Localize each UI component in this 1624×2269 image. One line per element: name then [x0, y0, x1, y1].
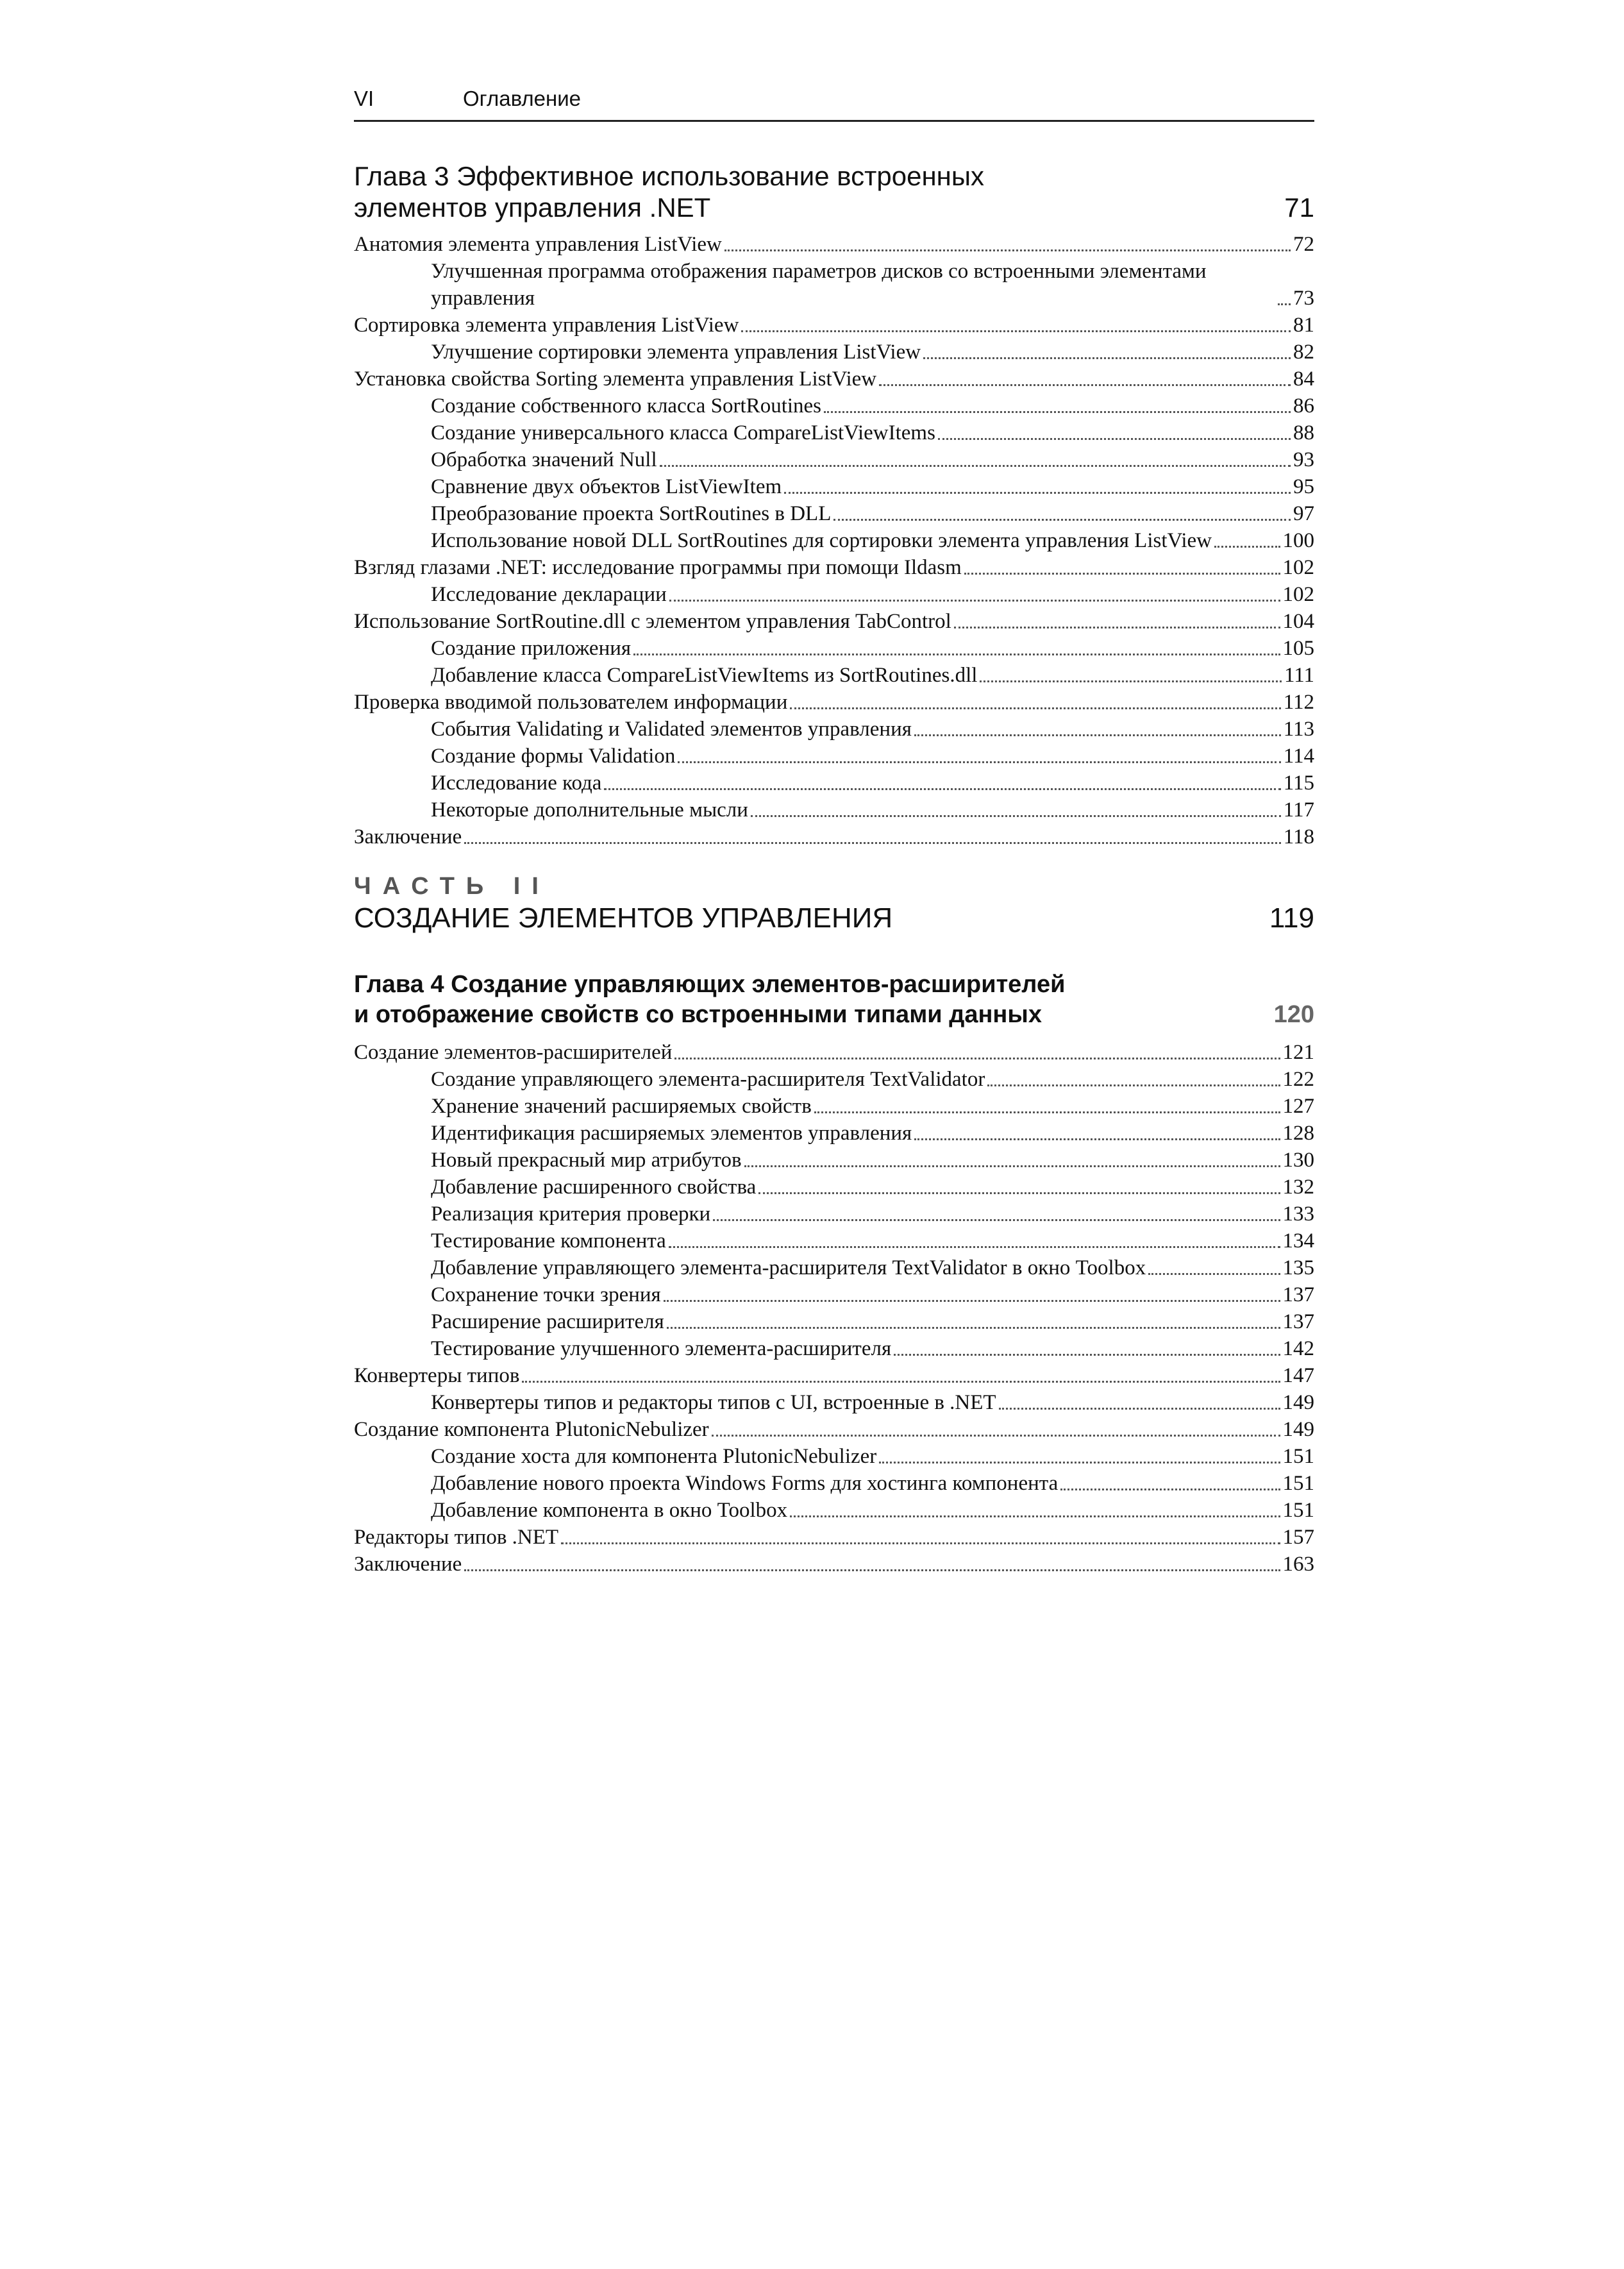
toc-entry-title: Реализация критерия проверки: [431, 1202, 711, 1226]
dot-leader: [954, 627, 1280, 628]
toc-entry-title: Преобразование проекта SortRoutines в DLL: [431, 502, 832, 525]
toc-entry-title: Добавление нового проекта Windows Forms для хостинга компонента: [431, 1472, 1059, 1495]
toc-entry-title: Исследование декларации: [431, 583, 667, 606]
dot-leader: [669, 1246, 1280, 1248]
toc-entry-title: Использование SortRoutine.dll с элементом управления TabControl: [354, 610, 951, 633]
toc-entry-page: 157: [1282, 1526, 1314, 1549]
toc-entry: [354, 1389, 1314, 1416]
toc-entry-page: 115: [1283, 772, 1314, 795]
dot-leader: [1214, 546, 1280, 548]
dot-leader: [964, 573, 1280, 575]
toc-entry: [354, 635, 1314, 662]
part-2-heading: [354, 872, 1314, 936]
toc-entry-page: 149: [1282, 1418, 1314, 1441]
dot-leader: [980, 680, 1282, 682]
dot-leader: [522, 1381, 1280, 1383]
toc-entry: [354, 1362, 1314, 1389]
toc-entry-title: События Validating и Validated элементов управления: [431, 718, 912, 741]
toc-entry-title: Взгляд глазами .NET: исследование программы при помощи Ildasm: [354, 556, 962, 579]
dot-leader: [674, 1058, 1280, 1059]
toc-entry-title: Конвертеры типов и редакторы типов с UI, встроенные в .NET: [431, 1391, 996, 1414]
toc-entry-page: 151: [1282, 1445, 1314, 1468]
toc-entry: [354, 312, 1314, 339]
toc-entry: [354, 1443, 1314, 1470]
toc-entry: [354, 419, 1314, 446]
toc-entry: [354, 231, 1314, 258]
dot-leader: [633, 654, 1280, 655]
toc-entry-title: Добавление расширенного свойства: [431, 1176, 757, 1199]
toc-entry-title: Некоторые дополнительные мысли: [431, 798, 748, 822]
toc-entry: [354, 1066, 1314, 1093]
toc-entry: [354, 716, 1314, 743]
toc-entry-page: 137: [1282, 1283, 1314, 1306]
toc-entry-page: 102: [1282, 583, 1314, 606]
toc-entry-title: Добавление компонента в окно Toolbox: [431, 1499, 788, 1522]
toc-entry-page: 104: [1282, 610, 1314, 633]
toc-entry: [354, 689, 1314, 716]
toc-entry: [354, 339, 1314, 366]
toc-entry: [354, 1281, 1314, 1308]
dot-leader: [914, 1138, 1280, 1140]
chapter-3-heading: [354, 160, 1314, 223]
toc-entry: [354, 1497, 1314, 1524]
toc-entry-title: Хранение значений расширяемых свойств: [431, 1095, 812, 1118]
toc-entry: [354, 1039, 1314, 1066]
toc-entry-page: 72: [1293, 233, 1314, 256]
toc-entry: [354, 662, 1314, 689]
chapter-3-toc-list: [354, 231, 1314, 850]
part-title: СОЗДАНИЕ ЭЛЕМЕНТОВ УПРАВЛЕНИЯ: [354, 902, 893, 934]
dot-leader: [464, 1569, 1280, 1571]
toc-entry-page: 93: [1293, 448, 1314, 471]
toc-page: [354, 87, 1314, 1578]
toc-entry-page: 128: [1282, 1122, 1314, 1145]
toc-entry: [354, 527, 1314, 554]
dot-leader: [758, 1192, 1280, 1194]
chapter-3-page: 71: [1284, 192, 1314, 223]
toc-entry-page: 102: [1282, 556, 1314, 579]
toc-entry: [354, 1120, 1314, 1147]
toc-entry-title: Использование новой DLL SortRoutines для сортировки элемента управления ListView: [431, 529, 1212, 552]
toc-entry-page: 95: [1293, 475, 1314, 498]
chapter-3-title-line-1: Глава 3 Эффективное использование встроенных: [354, 161, 985, 191]
toc-entry-title: Тестирование компонента: [431, 1229, 666, 1253]
toc-entry-page: 81: [1293, 314, 1314, 337]
toc-entry-title: Сохранение точки зрения: [431, 1283, 661, 1306]
toc-entry-page: 151: [1282, 1499, 1314, 1522]
toc-entry-title: Проверка вводимой пользователем информации: [354, 691, 788, 714]
toc-entry-page: 149: [1282, 1391, 1314, 1414]
toc-entry-page: 97: [1293, 502, 1314, 525]
dot-leader: [833, 519, 1291, 521]
toc-entry-page: 117: [1283, 798, 1314, 822]
toc-entry: [354, 1308, 1314, 1335]
toc-entry: [354, 1201, 1314, 1227]
dot-leader: [790, 1515, 1280, 1517]
dot-leader: [604, 788, 1280, 790]
toc-entry-title: Заключение: [354, 825, 462, 848]
dot-leader: [667, 1327, 1280, 1329]
toc-entry-page: 86: [1293, 394, 1314, 418]
toc-entry: [354, 797, 1314, 823]
dot-leader: [669, 600, 1280, 602]
dot-leader: [1278, 303, 1291, 305]
toc-entry-title: Заключение: [354, 1553, 462, 1576]
toc-entry-page: 135: [1282, 1256, 1314, 1279]
toc-entry-title: Создание хоста для компонента PlutonicNebulizer: [431, 1445, 877, 1468]
toc-entry: [354, 1174, 1314, 1201]
toc-entry-title: Создание формы Validation: [431, 745, 676, 768]
toc-entry-page: 122: [1282, 1068, 1314, 1091]
toc-entry: [354, 1227, 1314, 1254]
dot-leader: [664, 1300, 1280, 1302]
toc-entry-title: Установка свойства Sorting элемента управления ListView: [354, 367, 877, 391]
toc-entry-page: 163: [1282, 1553, 1314, 1576]
toc-entry-page: 151: [1282, 1472, 1314, 1495]
toc-entry-page: 133: [1282, 1202, 1314, 1226]
dot-leader: [914, 734, 1281, 736]
toc-entry-title: Редакторы типов .NET: [354, 1526, 559, 1549]
dot-leader: [938, 438, 1291, 440]
toc-entry: [354, 1254, 1314, 1281]
toc-entry: [354, 743, 1314, 770]
header-section-title: Оглавление: [463, 87, 581, 110]
dot-leader: [751, 815, 1281, 817]
toc-entry: [354, 500, 1314, 527]
toc-entry-page: 82: [1293, 341, 1314, 364]
dot-leader: [660, 465, 1291, 467]
toc-entry-title: Добавление класса CompareListViewItems из SortRoutines.dll: [431, 664, 978, 687]
toc-entry-title: Сравнение двух объектов ListViewItem: [431, 475, 782, 498]
toc-entry-title: Сортировка элемента управления ListView: [354, 314, 739, 337]
running-header: [354, 87, 1314, 122]
dot-leader: [790, 707, 1280, 709]
dot-leader: [923, 357, 1291, 359]
toc-entry: [354, 554, 1314, 581]
toc-entry-page: 73: [1293, 287, 1314, 310]
part-page: 119: [1269, 902, 1314, 934]
dot-leader: [999, 1408, 1280, 1410]
chapter-4-toc-list: [354, 1039, 1314, 1578]
toc-entry-title: Создание элементов-расширителей: [354, 1041, 673, 1064]
toc-entry-page: 132: [1282, 1176, 1314, 1199]
dot-leader: [824, 411, 1291, 413]
toc-entry-page: 127: [1282, 1095, 1314, 1118]
toc-entry-page: 100: [1282, 529, 1314, 552]
toc-entry: [354, 446, 1314, 473]
part-label: ЧАСТЬ II: [354, 873, 550, 900]
toc-entry-title: Исследование кода: [431, 772, 602, 795]
toc-entry: [354, 1470, 1314, 1497]
toc-entry-page: 118: [1283, 825, 1314, 848]
toc-entry-page: 130: [1282, 1149, 1314, 1172]
toc-entry-title: Создание собственного класса SortRoutines: [431, 394, 822, 418]
toc-entry-title: Анатомия элемента управления ListView: [354, 233, 722, 256]
toc-entry-page: 137: [1282, 1310, 1314, 1333]
toc-entry-page: 142: [1282, 1337, 1314, 1360]
dot-leader: [561, 1542, 1280, 1544]
toc-entry-page: 121: [1282, 1041, 1314, 1064]
toc-entry-title: Новый прекрасный мир атрибутов: [431, 1149, 742, 1172]
chapter-4-title-line-1: Глава 4 Создание управляющих элементов-расширителей: [354, 971, 1066, 998]
toc-entry-title: Создание приложения: [431, 637, 632, 660]
chapter-3-title-line-2: элементов управления .NET: [354, 192, 711, 223]
toc-entry: [354, 1335, 1314, 1362]
dot-leader: [744, 1165, 1280, 1167]
toc-entry-title: Обработка значений Null: [431, 448, 657, 471]
dot-leader: [713, 1219, 1280, 1221]
dot-leader: [1148, 1273, 1280, 1275]
toc-entry-title: Улучшенная программа отображения параметров дисков со встроенными элементами управления: [431, 260, 1207, 310]
toc-entry-title: Расширение расширителя: [431, 1310, 664, 1333]
dot-leader: [712, 1435, 1280, 1437]
toc-entry-page: 113: [1283, 718, 1314, 741]
dot-leader: [784, 492, 1291, 494]
toc-entry: [354, 1147, 1314, 1174]
toc-entry-title: Создание компонента PlutonicNebulizer: [354, 1418, 709, 1441]
toc-entry: [354, 581, 1314, 608]
toc-entry: [354, 770, 1314, 797]
toc-entry: [354, 366, 1314, 392]
toc-entry-page: 112: [1283, 691, 1314, 714]
toc-entry-page: 84: [1293, 367, 1314, 391]
toc-entry-title: Тестирование улучшенного элемента-расширителя: [431, 1337, 892, 1360]
dot-leader: [1060, 1489, 1280, 1490]
chapter-4-page: 120: [1273, 1001, 1314, 1028]
toc-entry-page: 134: [1282, 1229, 1314, 1253]
toc-entry-title: Идентификация расширяемых элементов управления: [431, 1122, 912, 1145]
toc-entry: [354, 258, 1314, 312]
chapter-4-title-line-2: и отображение свойств со встроенными типами данных: [354, 1001, 1042, 1028]
header-page-number: VI: [354, 87, 374, 110]
toc-entry: [354, 1524, 1314, 1551]
toc-entry: [354, 608, 1314, 635]
dot-leader: [724, 249, 1291, 251]
dot-leader: [879, 384, 1291, 386]
dot-leader: [987, 1084, 1280, 1086]
dot-leader: [879, 1462, 1280, 1463]
toc-entry-title: Добавление управляющего элемента-расширителя TextValidator в окно Toolbox: [431, 1256, 1146, 1279]
toc-entry-page: 114: [1283, 745, 1314, 768]
toc-entry-page: 105: [1282, 637, 1314, 660]
toc-entry-page: 111: [1284, 664, 1314, 687]
dot-leader: [678, 761, 1280, 763]
dot-leader: [741, 330, 1291, 332]
dot-leader: [814, 1111, 1280, 1113]
toc-entry-title: Создание универсального класса CompareListViewItems: [431, 421, 935, 444]
toc-entry-page: 147: [1282, 1364, 1314, 1387]
toc-entry: [354, 473, 1314, 500]
toc-entry-title: Конвертеры типов: [354, 1364, 520, 1387]
toc-entry: [354, 1416, 1314, 1443]
toc-entry-title: Создание управляющего элемента-расширителя TextValidator: [431, 1068, 985, 1091]
dot-leader: [464, 842, 1280, 844]
toc-entry: [354, 1093, 1314, 1120]
dot-leader: [894, 1354, 1280, 1356]
toc-entry: [354, 392, 1314, 419]
toc-entry: [354, 1551, 1314, 1578]
toc-entry-title: Улучшение сортировки элемента управления ListView: [431, 341, 921, 364]
toc-entry: [354, 823, 1314, 850]
toc-entry-page: 88: [1293, 421, 1314, 444]
chapter-4-heading: [354, 970, 1314, 1030]
